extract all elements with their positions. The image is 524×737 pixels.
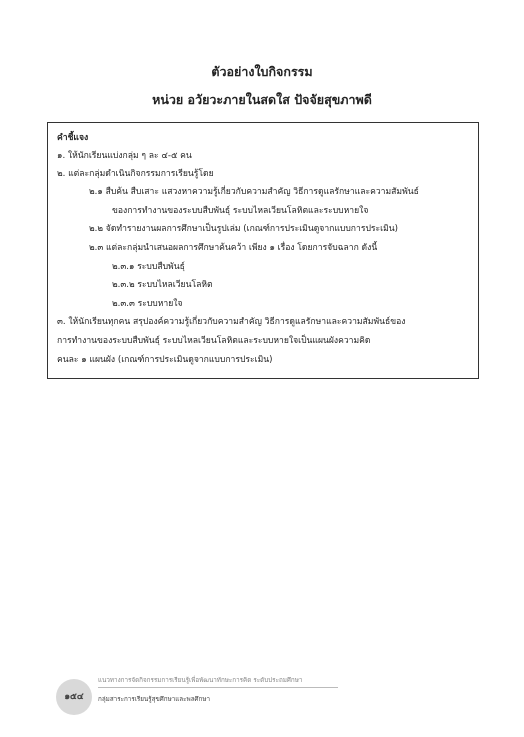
page-title: ตัวอย่างใบกิจกรรม [211,64,313,79]
instruction-box [47,122,479,379]
footer-divider [98,687,338,688]
page-number: ๑๕๔ [56,679,92,715]
instruction-line: ๒.๓ แต่ละกลุ่มนำเสนอผลการศึกษาค้นคว้า เพียง ๑ เรื่อง โดยการจับฉลาก ดังนี้ [89,243,378,253]
instruction-line: ๒.๓.๑ ระบบสืบพันธุ์ [112,262,185,272]
instruction-line: ๒. แต่ละกลุ่มดำเนินกิจกรรมการเรียนรู้โดย [57,169,214,179]
instruction-line: ๓. ให้นักเรียนทุกคน สรุปองค์ความรู้เกี่ยวกับความสำคัญ วิธีการดูแลรักษาและความสัมพันธ์ของ [57,317,406,327]
page-subtitle: หน่วย อวัยวะภายในสดใส ปัจจัยสุขภาพดี [152,92,372,107]
footer-subject: กลุ่มสาระการเรียนรู้สุขศึกษาและพลศึกษา [98,696,211,703]
instruction-line: ๑. ให้นักเรียนแบ่งกลุ่ม ๆ ละ ๔-๕ คน [57,151,192,161]
instruction-line: คนละ ๑ แผนผัง (เกณฑ์การประเมินดูจากแบบการประเมิน) [57,355,273,365]
instruction-line: ๒.๑ สืบค้น สืบเสาะ แสวงหาความรู้เกี่ยวกับความสำคัญ วิธีการดูแลรักษาและความสัมพันธ์ [89,187,419,197]
instruction-line: ๒.๒ จัดทำรายงานผลการศึกษาเป็นรูปเล่ม (เกณฑ์การประเมินดูจากแบบการประเมิน) [89,224,398,234]
instruction-line: การทำงานของระบบสืบพันธุ์ ระบบไหลเวียนโลหิตและระบบหายใจเป็นแผนผังความคิด [57,336,371,346]
instruction-line: ของการทำงานของระบบสืบพันธุ์ ระบบไหลเวียนโลหิตและระบบหายใจ [112,206,369,216]
footer-book-title: แนวทางการจัดกิจกรรมการเรียนรู้เพื่อพัฒนาทักษะการคิด ระดับประถมศึกษา [98,677,303,684]
instruction-line: ๒.๓.๒ ระบบไหลเวียนโลหิต [112,280,213,290]
instruction-heading: คำชี้แจง [57,133,89,143]
instruction-line: ๒.๓.๓ ระบบหายใจ [112,299,183,309]
